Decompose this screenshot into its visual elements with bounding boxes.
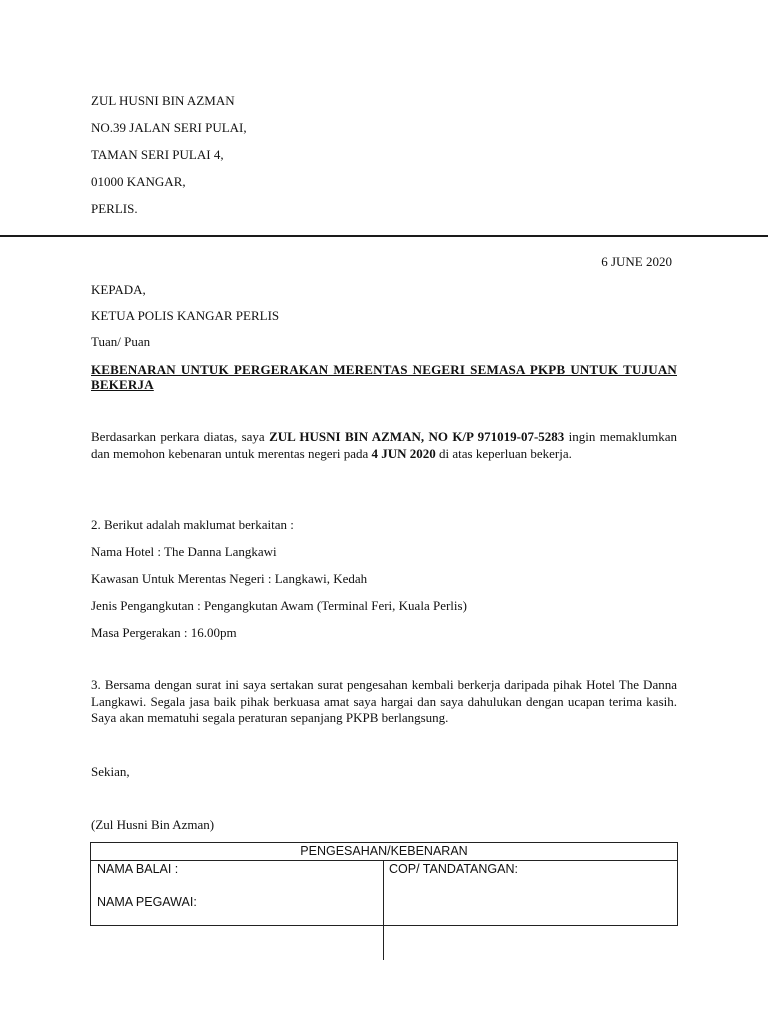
sender-address-line1: NO.39 JALAN SERI PULAI, xyxy=(91,120,247,135)
sender-name: ZUL HUSNI BIN AZMAN xyxy=(91,93,235,108)
recipient-greeting: Tuan/ Puan xyxy=(91,334,151,349)
header-rule xyxy=(0,235,768,237)
sender-address-line2: TAMAN SERI PULAI 4, xyxy=(91,147,224,162)
verification-box xyxy=(90,842,678,926)
letter-date: 6 JUNE 2020 xyxy=(601,254,672,269)
recipient-to: KEPADA, xyxy=(91,282,146,297)
verification-divider xyxy=(383,860,384,960)
sender-postcode-city: 01000 KANGAR, xyxy=(91,174,186,189)
para1-text-c: di atas keperluan bekerja. xyxy=(435,445,572,461)
para1-bold-name: ZUL HUSNI BIN AZMAN, NO K/P 971019-07-5283 xyxy=(269,429,565,444)
paragraph-3: 3. Bersama dengan surat ini saya sertakan surat pengesahan kembali berkerja daripada pihak Hotel The Danna Langkawi. Segala jasa baik pihak berkuasa amat saya hargai dan saya dahulukan dengan ucapan terima kasih. Saya akan mematuhi segala peraturan sepanjang PKPB berlangsung. xyxy=(91,677,677,725)
detail-area: Kawasan Untuk Merentas Negeri : Langkawi, Kedah xyxy=(91,571,368,586)
para1-bold-date: 4 JUN 2020 xyxy=(371,445,436,461)
verification-header: PENGESAHAN/KEBENARAN xyxy=(91,843,677,861)
stamp-signature-label: COP/ TANDATANGAN: xyxy=(389,862,518,876)
para1-text-b: ingin memaklumkan dan memohon kebenaran untuk merentas negeri pada xyxy=(91,429,678,461)
recipient-name: KETUA POLIS KANGAR PERLIS xyxy=(91,308,280,323)
paragraph-2-intro: 2. Berikut adalah maklumat berkaitan : xyxy=(91,517,294,532)
detail-transport: Jenis Pengangkutan : Pengangkutan Awam (Terminal Feri, Kuala Perlis) xyxy=(91,598,467,613)
officer-label: NAMA PEGAWAI: xyxy=(97,895,197,909)
closing: Sekian, xyxy=(91,764,130,779)
sender-state: PERLIS. xyxy=(91,201,138,216)
signature-name: (Zul Husni Bin Azman) xyxy=(91,817,215,832)
subject-heading: KEBENARAN UNTUK PERGERAKAN MERENTAS NEGERI SEMASA PKPB UNTUK TUJUAN BEKERJA xyxy=(91,362,677,392)
detail-time: Masa Pergerakan : 16.00pm xyxy=(91,625,237,640)
detail-hotel: Nama Hotel : The Danna Langkawi xyxy=(91,544,277,559)
paragraph-1 xyxy=(91,429,677,462)
station-label: NAMA BALAI : xyxy=(97,862,179,876)
para1-text-a: Berdasarkan perkara diatas, saya xyxy=(91,429,270,444)
